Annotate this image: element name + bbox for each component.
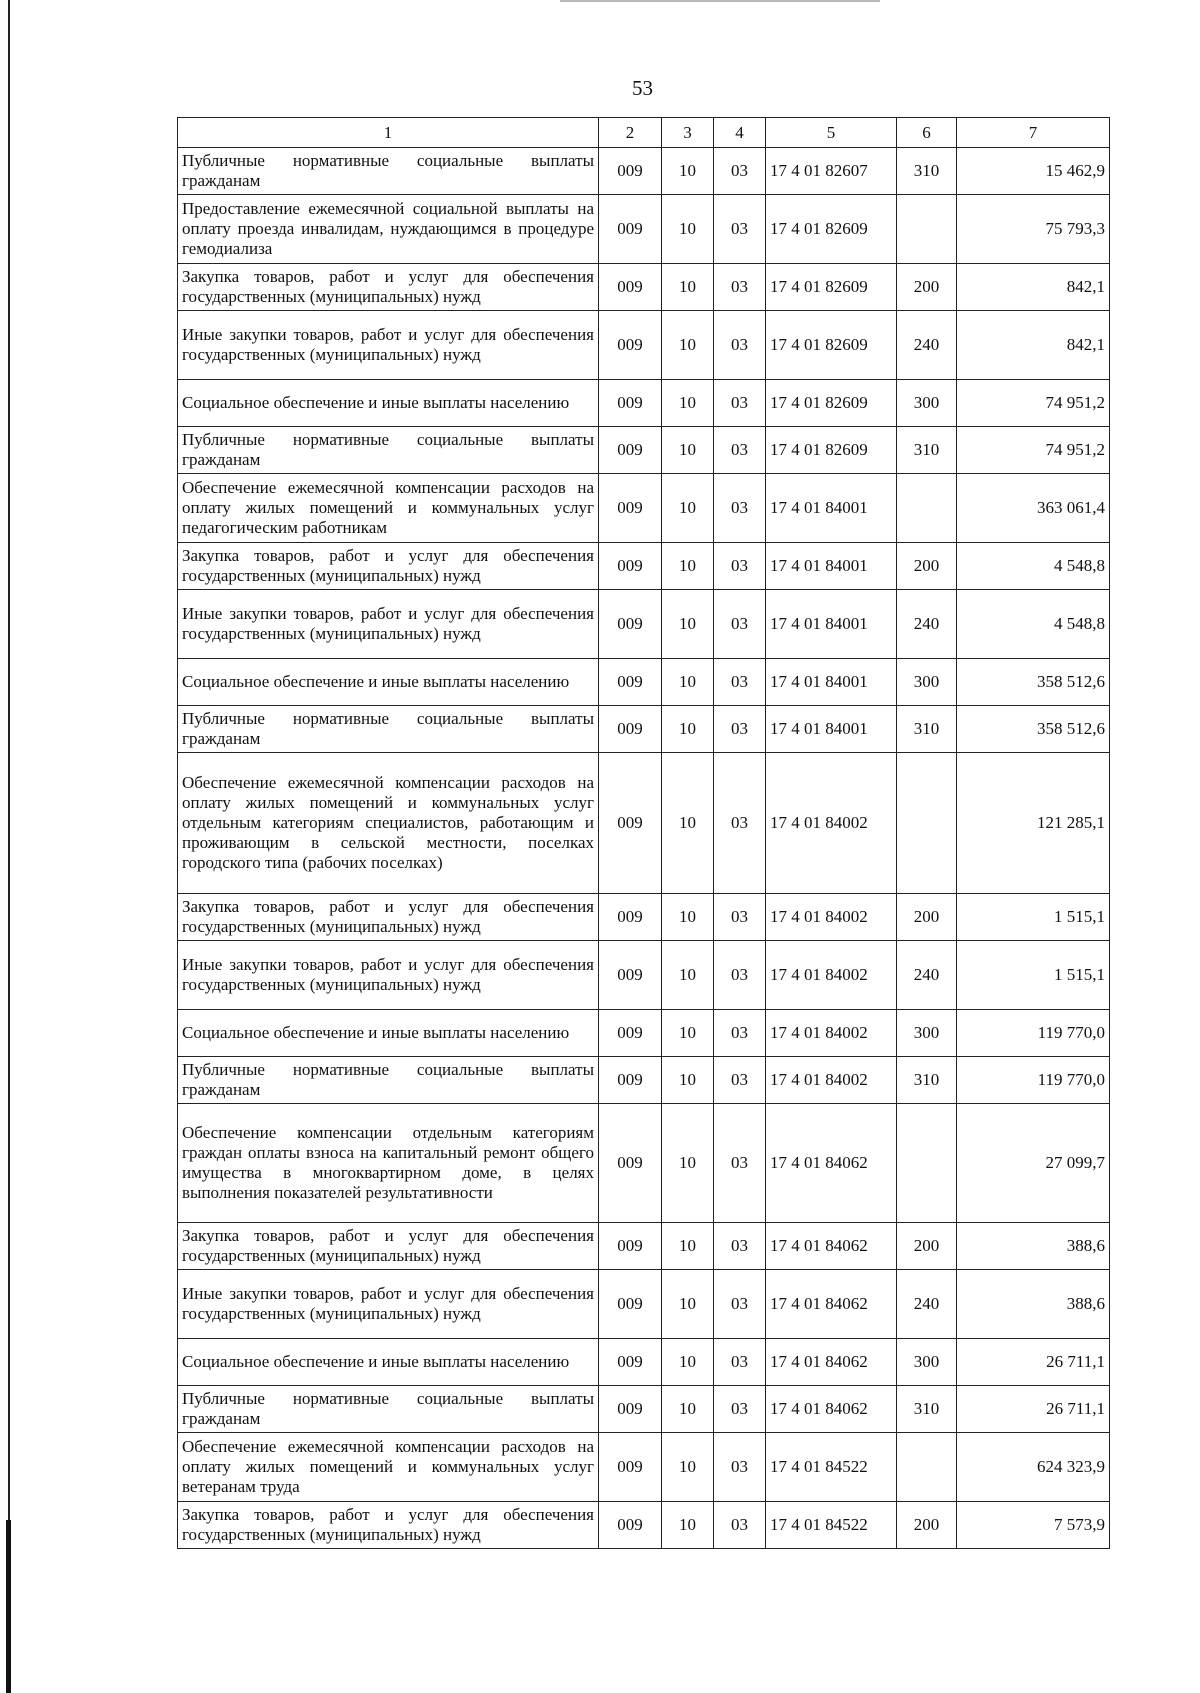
expense-name-cell: Публичные нормативные социальные выплаты гражданам [178,427,599,474]
ministry-code-cell: 009 [599,1223,662,1270]
target-article-cell: 17 4 01 82609 [766,311,897,380]
table-row [178,474,1110,543]
table-row [178,941,1110,1010]
table-row [178,427,1110,474]
target-article-cell: 17 4 01 84001 [766,706,897,753]
target-article-cell: 17 4 01 84522 [766,1433,897,1502]
section-code-cell: 10 [662,1223,714,1270]
column-header: 2 [599,118,662,148]
expense-type-cell: 300 [897,659,957,706]
target-article-cell: 17 4 01 84002 [766,941,897,1010]
amount-cell: 74 951,2 [957,427,1110,474]
section-code-cell: 10 [662,941,714,1010]
amount-cell: 624 323,9 [957,1433,1110,1502]
section-code-cell: 10 [662,1502,714,1549]
section-code-cell: 10 [662,148,714,195]
expense-type-cell: 240 [897,1270,957,1339]
table-row [178,1057,1110,1104]
target-article-cell: 17 4 01 84001 [766,474,897,543]
expense-type-cell [897,195,957,264]
expense-type-cell: 310 [897,1386,957,1433]
target-article-cell: 17 4 01 84002 [766,1010,897,1057]
column-header: 4 [714,118,766,148]
target-article-cell: 17 4 01 82607 [766,148,897,195]
amount-cell: 1 515,1 [957,941,1110,1010]
amount-cell: 75 793,3 [957,195,1110,264]
subsection-code-cell: 03 [714,590,766,659]
ministry-code-cell: 009 [599,590,662,659]
expense-type-cell [897,474,957,543]
expense-name-cell: Социальное обеспечение и иные выплаты населению [178,1339,599,1386]
expense-type-cell: 310 [897,148,957,195]
section-code-cell: 10 [662,706,714,753]
table-row [178,659,1110,706]
section-code-cell: 10 [662,264,714,311]
column-header: 1 [178,118,599,148]
table-row [178,195,1110,264]
expense-name-cell: Публичные нормативные социальные выплаты гражданам [178,1386,599,1433]
ministry-code-cell: 009 [599,311,662,380]
expense-name-cell: Социальное обеспечение и иные выплаты населению [178,380,599,427]
subsection-code-cell: 03 [714,543,766,590]
target-article-cell: 17 4 01 84522 [766,1502,897,1549]
subsection-code-cell: 03 [714,1502,766,1549]
expense-name-cell: Закупка товаров, работ и услуг для обеспечения государственных (муниципальных) нужд [178,543,599,590]
expense-name-cell: Иные закупки товаров, работ и услуг для обеспечения государственных (муниципальных) нужд [178,941,599,1010]
expense-type-cell: 200 [897,1223,957,1270]
ministry-code-cell: 009 [599,1270,662,1339]
ministry-code-cell: 009 [599,148,662,195]
ministry-code-cell: 009 [599,543,662,590]
table-row [178,1010,1110,1057]
expense-name-cell: Иные закупки товаров, работ и услуг для обеспечения государственных (муниципальных) нужд [178,1270,599,1339]
subsection-code-cell: 03 [714,659,766,706]
table-row [178,264,1110,311]
subsection-code-cell: 03 [714,1433,766,1502]
ministry-code-cell: 009 [599,195,662,264]
expense-name-cell: Обеспечение ежемесячной компенсации расходов на оплату жилых помещений и коммунальных услуг ветеранам труда [178,1433,599,1502]
subsection-code-cell: 03 [714,1386,766,1433]
expense-name-cell: Закупка товаров, работ и услуг для обеспечения государственных (муниципальных) нужд [178,1502,599,1549]
subsection-code-cell: 03 [714,380,766,427]
subsection-code-cell: 03 [714,753,766,894]
target-article-cell: 17 4 01 84002 [766,894,897,941]
expense-type-cell: 300 [897,380,957,427]
target-article-cell: 17 4 01 82609 [766,427,897,474]
section-code-cell: 10 [662,1010,714,1057]
section-code-cell: 10 [662,1270,714,1339]
ministry-code-cell: 009 [599,264,662,311]
section-code-cell: 10 [662,1386,714,1433]
target-article-cell: 17 4 01 84062 [766,1270,897,1339]
table-row [178,753,1110,894]
section-code-cell: 10 [662,659,714,706]
expense-name-cell: Социальное обеспечение и иные выплаты населению [178,1010,599,1057]
section-code-cell: 10 [662,195,714,264]
section-code-cell: 10 [662,753,714,894]
subsection-code-cell: 03 [714,1270,766,1339]
table-row [178,1433,1110,1502]
amount-cell: 1 515,1 [957,894,1110,941]
section-code-cell: 10 [662,894,714,941]
page-number: 53 [632,76,653,100]
target-article-cell: 17 4 01 84001 [766,659,897,706]
table-row [178,543,1110,590]
expense-name-cell: Закупка товаров, работ и услуг для обеспечения государственных (муниципальных) нужд [178,894,599,941]
column-header: 7 [957,118,1110,148]
expense-name-cell: Закупка товаров, работ и услуг для обеспечения государственных (муниципальных) нужд [178,1223,599,1270]
table-row [178,894,1110,941]
amount-cell: 119 770,0 [957,1057,1110,1104]
column-number-row [178,118,1110,148]
section-code-cell: 10 [662,427,714,474]
ministry-code-cell: 009 [599,753,662,894]
table-row [178,1502,1110,1549]
subsection-code-cell: 03 [714,427,766,474]
target-article-cell: 17 4 01 84062 [766,1339,897,1386]
amount-cell: 4 548,8 [957,543,1110,590]
amount-cell: 4 548,8 [957,590,1110,659]
expense-name-cell: Публичные нормативные социальные выплаты гражданам [178,706,599,753]
table-row [178,1386,1110,1433]
amount-cell: 358 512,6 [957,659,1110,706]
subsection-code-cell: 03 [714,148,766,195]
target-article-cell: 17 4 01 84002 [766,753,897,894]
amount-cell: 27 099,7 [957,1104,1110,1223]
ministry-code-cell: 009 [599,659,662,706]
amount-cell: 26 711,1 [957,1339,1110,1386]
target-article-cell: 17 4 01 82609 [766,195,897,264]
ministry-code-cell: 009 [599,1010,662,1057]
subsection-code-cell: 03 [714,1104,766,1223]
expense-type-cell: 310 [897,1057,957,1104]
section-code-cell: 10 [662,1339,714,1386]
table-row [178,1339,1110,1386]
ministry-code-cell: 009 [599,1502,662,1549]
amount-cell: 26 711,1 [957,1386,1110,1433]
amount-cell: 121 285,1 [957,753,1110,894]
target-article-cell: 17 4 01 84062 [766,1104,897,1223]
ministry-code-cell: 009 [599,1433,662,1502]
expense-type-cell: 300 [897,1010,957,1057]
expense-type-cell: 310 [897,427,957,474]
subsection-code-cell: 03 [714,706,766,753]
target-article-cell: 17 4 01 84062 [766,1223,897,1270]
table-row [178,1104,1110,1223]
expense-type-cell: 240 [897,941,957,1010]
table-row [178,1270,1110,1339]
table-row [178,706,1110,753]
amount-cell: 842,1 [957,311,1110,380]
table-body [178,148,1110,1549]
table-row [178,148,1110,195]
ministry-code-cell: 009 [599,941,662,1010]
column-header: 5 [766,118,897,148]
ministry-code-cell: 009 [599,706,662,753]
subsection-code-cell: 03 [714,1223,766,1270]
expense-name-cell: Обеспечение ежемесячной компенсации расходов на оплату жилых помещений и коммунальных услуг отдельным категориям специалистов, работающим и проживающим в сельской местности, поселках городского типа (рабочих поселках) [178,753,599,894]
target-article-cell: 17 4 01 84062 [766,1386,897,1433]
scan-edge [8,0,10,1693]
budget-table [177,117,1110,1549]
target-article-cell: 17 4 01 82609 [766,264,897,311]
section-code-cell: 10 [662,1057,714,1104]
ministry-code-cell: 009 [599,427,662,474]
subsection-code-cell: 03 [714,1057,766,1104]
table-row [178,380,1110,427]
expense-name-cell: Предоставление ежемесячной социальной выплаты на оплату проезда инвалидам, нуждающимся в процедуре гемодиализа [178,195,599,264]
expense-name-cell: Иные закупки товаров, работ и услуг для обеспечения государственных (муниципальных) нужд [178,590,599,659]
ministry-code-cell: 009 [599,1057,662,1104]
scan-edge [6,1520,11,1693]
target-article-cell: 17 4 01 84001 [766,590,897,659]
amount-cell: 119 770,0 [957,1010,1110,1057]
amount-cell: 363 061,4 [957,474,1110,543]
table-row [178,311,1110,380]
expense-name-cell: Обеспечение ежемесячной компенсации расходов на оплату жилых помещений и коммунальных услуг педагогическим работникам [178,474,599,543]
ministry-code-cell: 009 [599,894,662,941]
expense-type-cell: 200 [897,1502,957,1549]
column-header: 3 [662,118,714,148]
expense-name-cell: Публичные нормативные социальные выплаты гражданам [178,1057,599,1104]
ministry-code-cell: 009 [599,380,662,427]
expense-type-cell: 240 [897,311,957,380]
expense-name-cell: Социальное обеспечение и иные выплаты населению [178,659,599,706]
amount-cell: 842,1 [957,264,1110,311]
subsection-code-cell: 03 [714,894,766,941]
expense-type-cell: 300 [897,1339,957,1386]
section-code-cell: 10 [662,380,714,427]
expense-type-cell: 200 [897,894,957,941]
subsection-code-cell: 03 [714,1339,766,1386]
expense-name-cell: Обеспечение компенсации отдельным категориям граждан оплаты взноса на капитальный ремонт общего имущества в многоквартирном доме, в целях выполнения показателей результативности [178,1104,599,1223]
section-code-cell: 10 [662,543,714,590]
subsection-code-cell: 03 [714,264,766,311]
subsection-code-cell: 03 [714,474,766,543]
ministry-code-cell: 009 [599,474,662,543]
section-code-cell: 10 [662,311,714,380]
expense-type-cell: 200 [897,264,957,311]
amount-cell: 7 573,9 [957,1502,1110,1549]
target-article-cell: 17 4 01 82609 [766,380,897,427]
expense-type-cell [897,1433,957,1502]
amount-cell: 358 512,6 [957,706,1110,753]
subsection-code-cell: 03 [714,195,766,264]
amount-cell: 74 951,2 [957,380,1110,427]
ministry-code-cell: 009 [599,1386,662,1433]
amount-cell: 388,6 [957,1270,1110,1339]
expense-type-cell [897,753,957,894]
expense-type-cell: 200 [897,543,957,590]
column-header: 6 [897,118,957,148]
expense-type-cell: 240 [897,590,957,659]
expense-type-cell: 310 [897,706,957,753]
target-article-cell: 17 4 01 84002 [766,1057,897,1104]
expense-name-cell: Иные закупки товаров, работ и услуг для обеспечения государственных (муниципальных) нужд [178,311,599,380]
ministry-code-cell: 009 [599,1104,662,1223]
subsection-code-cell: 03 [714,311,766,380]
section-code-cell: 10 [662,590,714,659]
expense-name-cell: Закупка товаров, работ и услуг для обеспечения государственных (муниципальных) нужд [178,264,599,311]
amount-cell: 15 462,9 [957,148,1110,195]
expense-name-cell: Публичные нормативные социальные выплаты гражданам [178,148,599,195]
expense-type-cell [897,1104,957,1223]
table-row [178,1223,1110,1270]
subsection-code-cell: 03 [714,941,766,1010]
table-row [178,590,1110,659]
subsection-code-cell: 03 [714,1010,766,1057]
target-article-cell: 17 4 01 84001 [766,543,897,590]
ministry-code-cell: 009 [599,1339,662,1386]
amount-cell: 388,6 [957,1223,1110,1270]
section-code-cell: 10 [662,474,714,543]
scan-edge [560,0,880,2]
section-code-cell: 10 [662,1433,714,1502]
section-code-cell: 10 [662,1104,714,1223]
